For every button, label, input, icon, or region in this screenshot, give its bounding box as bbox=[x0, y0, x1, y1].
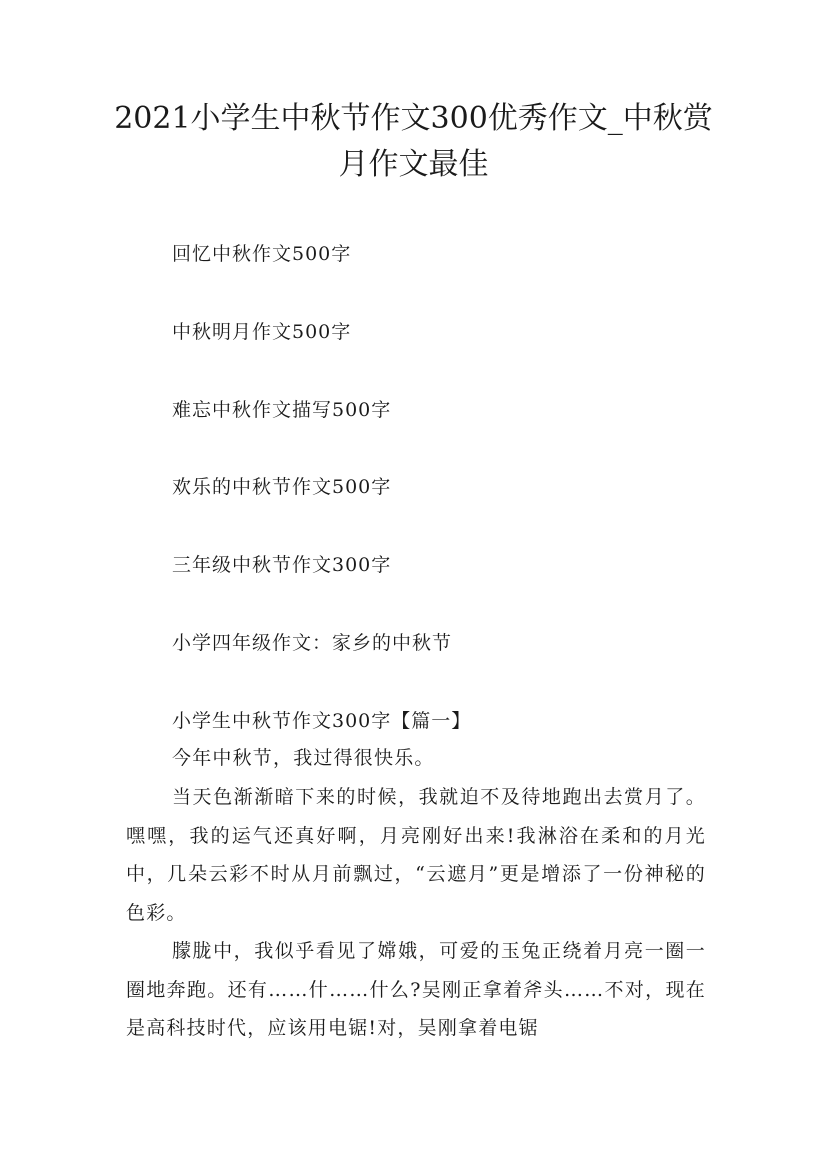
section-heading: 小学生中秋节作文300字【篇一】 bbox=[172, 710, 472, 732]
toc-item: 三年级中秋节作文300字 bbox=[172, 554, 392, 576]
toc-item: 小学四年级作文：家乡的中秋节 bbox=[172, 632, 453, 654]
body-paragraph: 朦胧中，我似乎看见了嫦娥，可爱的玉兔正绕着月亮一圈一圈地奔跑。还有……什……什么?吴刚正拿着斧头……不对，现在是高科技时代，应该用电锯!对，吴刚拿着电锯 bbox=[126, 940, 706, 1039]
toc-item: 中秋明月作文500字 bbox=[172, 321, 352, 343]
toc-item: 欢乐的中秋节作文500字 bbox=[172, 476, 392, 498]
document-title: 2021小学生中秋节作文300优秀作文_中秋赏月作文最佳 bbox=[114, 101, 713, 182]
body-paragraph: 当天色渐渐暗下来的时候，我就迫不及待地跑出去赏月了。嘿嘿，我的运气还真好啊，月亮刚好出来!我淋浴在柔和的月光中，几朵云彩不时从月前飘过，“云遮月”更是增添了一份神秘的色彩。 bbox=[126, 786, 706, 924]
body-paragraph: 今年中秋节，我过得很快乐。 bbox=[172, 747, 435, 769]
toc-item: 回忆中秋作文500字 bbox=[172, 243, 352, 265]
toc-item: 难忘中秋作文描写500字 bbox=[172, 399, 392, 421]
